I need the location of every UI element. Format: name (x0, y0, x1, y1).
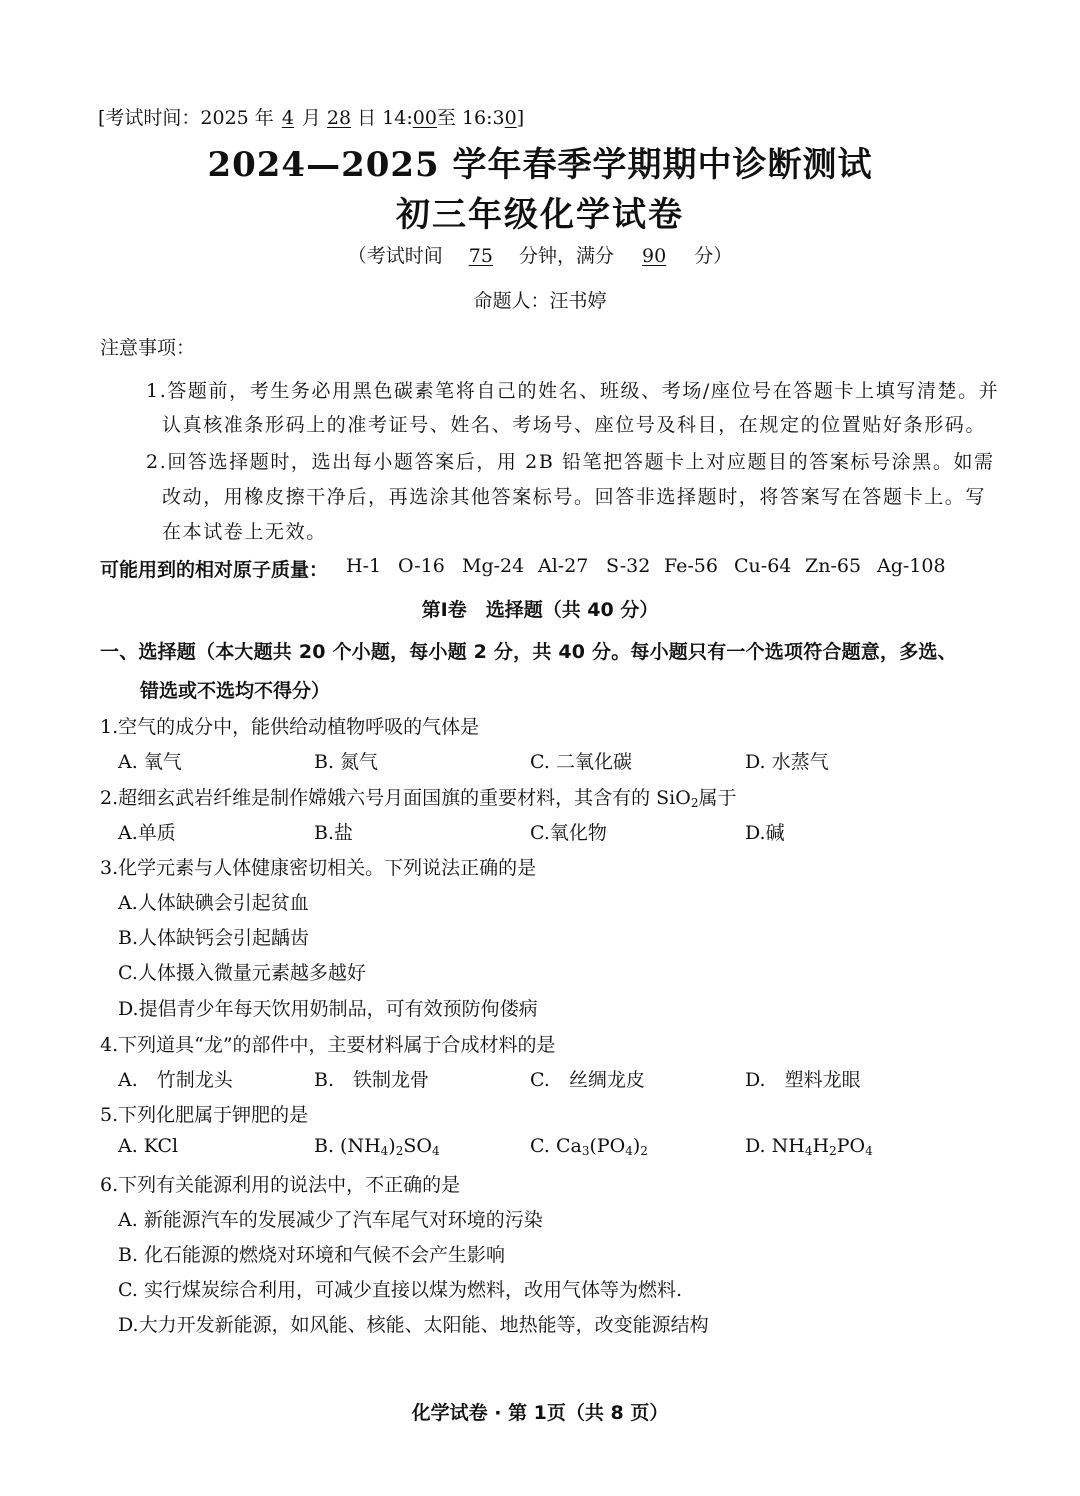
q2-option-c: C.氧化物 (530, 822, 607, 844)
q1-option-a: A. 氧气 (118, 751, 182, 773)
q3-option-b: B.人体缺钙会引起龋齿 (118, 927, 310, 949)
question-6-stem: 6.下列有关能源利用的说法中，不正确的是 (100, 1174, 461, 1196)
exam-day: 28 (326, 107, 352, 129)
atomic-mass-zn: Zn-65 (805, 555, 862, 577)
q4-option-b: B. 铁制龙骨 (314, 1069, 430, 1091)
q5-c-part-2: (PO (589, 1135, 626, 1157)
q1-option-c: C. 二氧化碳 (530, 751, 632, 773)
q5-option-a: A. KCl (118, 1135, 179, 1157)
atomic-mass-o: O-16 (398, 555, 445, 577)
duration-mid: 分钟，满分 (518, 245, 614, 267)
q5-b-part-1: B. (NH (314, 1135, 381, 1157)
atomic-mass-al: Al-27 (538, 555, 589, 577)
q5-d-part-2: H (812, 1135, 830, 1157)
q5-c-part-1: C. Ca (530, 1135, 582, 1157)
q5-d-part-3: PO (836, 1135, 866, 1157)
q4-option-c: C. 丝绸龙皮 (530, 1069, 645, 1091)
q2-option-d: D.碱 (745, 822, 785, 844)
question-3-stem: 3.化学元素与人体健康密切相关。下列说法正确的是 (100, 857, 537, 879)
q5-d-sub-3: 4 (865, 1144, 873, 1158)
exam-start-min: 00 (412, 107, 437, 129)
duration-prefix: （考试时间 (347, 245, 443, 267)
note-2-line-1: 2.回答选择题时，选出每小题答案后，用 2B 铅笔把答题卡上对应题目的答案标号涂黑。如需 (146, 451, 995, 473)
q2-stem-sub: 2 (690, 796, 699, 810)
exam-month-label: 月 (301, 107, 321, 129)
score-value: 90 (642, 245, 667, 267)
atomic-mass-cu: Cu-64 (734, 555, 792, 577)
q5-c-sub-2: 4 (625, 1144, 633, 1158)
q5-c-sub-3: 2 (640, 1144, 648, 1158)
q5-option-d (745, 1135, 873, 1158)
q2-option-a: A.单质 (118, 822, 176, 844)
page-subtitle: 初三年级化学试卷 (396, 195, 684, 235)
atomic-mass-fe: Fe-56 (664, 555, 718, 577)
atomic-mass-line (100, 555, 328, 582)
q6-option-b: B. 化石能源的燃烧对环境和气候不会产生影响 (118, 1244, 506, 1266)
atomic-mass-s: S-32 (606, 555, 651, 577)
q5-d-part-1: D. NH (745, 1135, 805, 1157)
q2-stem-pre: 2.超细玄武岩纤维是制作嫦娥六号月面国旗的重要材料，其含有的 SiO (100, 787, 691, 809)
section-intro-line-2: 错选或不选均不得分） (140, 680, 331, 702)
atomic-mass-h: H-1 (346, 555, 382, 577)
atomic-mass-ag: Ag-108 (877, 555, 946, 577)
q3-option-c: C.人体摄入微量元素越多越好 (118, 962, 366, 984)
exam-time-close: ] (516, 107, 525, 129)
duration-score-line (0, 241, 1080, 268)
q5-c-sub-1: 3 (581, 1144, 590, 1158)
note-2-line-2: 改动，用橡皮擦干净后，再选涂其他答案标号。回答非选择题时，将答案写在答题卡上。写 (162, 486, 987, 508)
score-suffix: 分） (694, 245, 733, 267)
q1-option-b: B. 氮气 (314, 751, 379, 773)
question-2-stem (100, 783, 737, 810)
exam-end-last: 0 (504, 107, 517, 129)
q5-b-part-3: SO (403, 1135, 432, 1157)
atomic-mass-label: 可能用到的相对原子质量： (100, 559, 329, 581)
section-title: 第Ⅰ卷 选择题（共 40 分） (421, 599, 659, 621)
q5-b-sub-2: 2 (395, 1144, 404, 1158)
note-1-line-2: 认真核准条形码上的准考证号、姓名、考场号、座位号及科目，在规定的位置贴好条形码。 (162, 414, 987, 436)
note-1-line-1: 1.答题前，考生务必用黑色碳素笔将自己的姓名、班级、考场/座位号在答题卡上填写清楚。并 (146, 380, 1000, 402)
page-title: 2024—2025 学年春季学期期中诊断测试 (207, 145, 873, 185)
section-intro-line-1: 一、选择题（本大题共 20 个小题，每小题 2 分，共 40 分。每小题只有一个选项符合题意，多选、 (100, 641, 957, 663)
page-footer: 化学试卷 · 第 1页（共 8 页） (411, 1402, 669, 1424)
q5-b-sub-3: 4 (431, 1144, 440, 1158)
exam-to-label: 至 16:3 (436, 107, 505, 129)
q4-option-a: A. 竹制龙头 (118, 1069, 233, 1091)
q6-option-d: D.大力开发新能源，如风能、核能、太阳能、地热能等，改变能源结构 (118, 1314, 709, 1336)
question-5-stem: 5.下列化肥属于钾肥的是 (100, 1104, 309, 1126)
notes-heading: 注意事项： (100, 337, 196, 359)
q5-b-sub-1: 4 (380, 1144, 389, 1158)
q5-option-b (314, 1135, 440, 1158)
q2-option-b: B.盐 (314, 822, 354, 844)
exam-day-label: 日 14: (357, 107, 413, 129)
exam-time-prefix: [考试时间：2025 年 (98, 107, 274, 129)
q5-d-sub-1: 4 (804, 1144, 813, 1158)
q6-option-c: C. 实行煤炭综合利用，可减少直接以煤为燃料，改用气体等为燃料. (118, 1279, 682, 1301)
q5-b-part-2: ) (388, 1135, 396, 1157)
atomic-mass-mg: Mg-24 (462, 555, 525, 577)
q5-option-c (530, 1135, 648, 1158)
note-2-line-3: 在本试卷上无效。 (162, 521, 327, 543)
q4-option-d: D. 塑料龙眼 (745, 1069, 861, 1091)
q6-option-a: A. 新能源汽车的发展减少了汽车尾气对环境的污染 (118, 1209, 543, 1231)
q5-c-part-3: ) (632, 1135, 641, 1157)
question-1-stem: 1.空气的成分中，能供给动植物呼吸的气体是 (100, 716, 480, 738)
q3-option-a: A.人体缺碘会引起贫血 (118, 892, 309, 914)
q5-d-sub-2: 2 (829, 1144, 837, 1158)
exam-time-line (98, 103, 524, 130)
exam-month: 4 (281, 107, 294, 129)
duration-value: 75 (468, 245, 493, 267)
author-line: 命题人：汪书婷 (473, 290, 607, 312)
q3-option-d: D.提倡青少年每天饮用奶制品，可有效预防佝偻病 (118, 998, 538, 1020)
q2-stem-post: 属于 (698, 787, 737, 809)
q1-option-d: D. 水蒸气 (745, 751, 829, 773)
question-4-stem: 4.下列道具“龙”的部件中，主要材料属于合成材料的是 (100, 1034, 556, 1056)
